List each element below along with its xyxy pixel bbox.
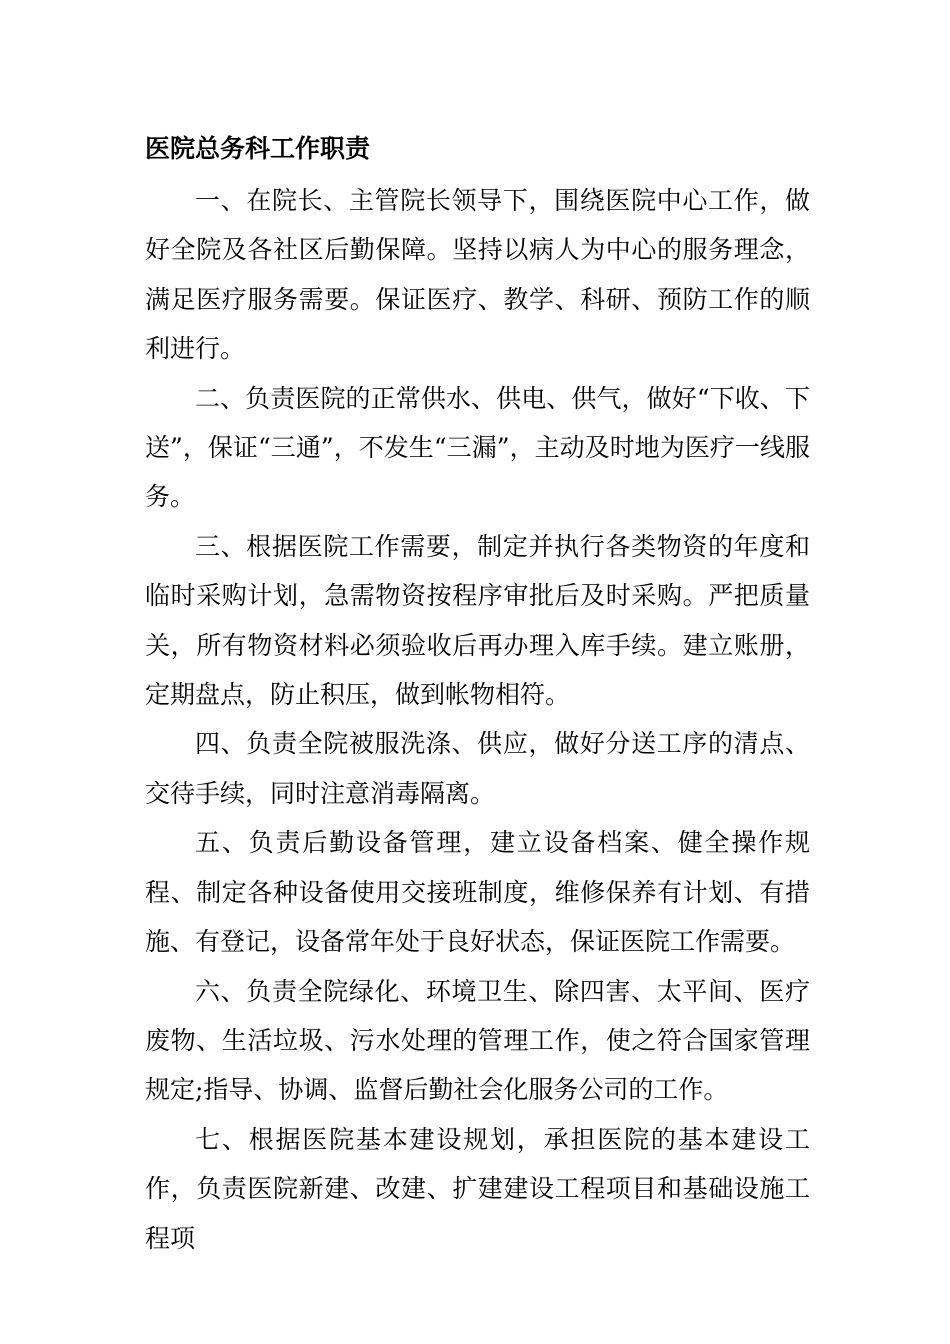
paragraph-6: 六、负责全院绿化、环境卫生、除四害、太平间、医疗废物、生活垃圾、污水处理的管理工作，使之符合国家管理规定;指导、协调、监督后勤社会化服务公司的工作。 (145, 976, 810, 1105)
paragraph-1: 一、在院长、主管院长领导下，围绕医院中心工作，做好全院及各社区后勤保障。坚持以病人为中心的服务理念，满足医疗服务需要。保证医疗、教学、科研、预防工作的顺利进行。 (145, 186, 810, 364)
document-title: 医院总务科工作职责 (145, 134, 371, 163)
document-body (145, 176, 810, 1263)
paragraph-3: 三、根据医院工作需要，制定并执行各类物资的年度和临时采购计划，急需物资按程序审批后及时采购。严把质量关，所有物资材料必须验收后再办理入库手续。建立账册，定期盘点，防止积压，做到帐物相符。 (145, 531, 810, 710)
paragraph-7: 七、根据医院基本建设规划，承担医院的基本建设工作，负责医院新建、改建、扩建建设工程项目和基础设施工程项 (145, 1124, 810, 1253)
paragraph-2: 二、负责医院的正常供水、供电、供气，做好“下收、下送”，保证“三通”，不发生“三漏”，主动及时地为医疗一线服务。 (145, 383, 810, 512)
paragraph-4: 四、负责全院被服洗涤、供应，做好分送工序的清点、交待手续，同时注意消毒隔离。 (145, 729, 810, 808)
paragraph-5: 五、负责后勤设备管理，建立设备档案、健全操作规程、制定各种设备使用交接班制度，维修保养有计划、有措施、有登记，设备常年处于良好状态，保证医院工作需要。 (145, 828, 810, 957)
